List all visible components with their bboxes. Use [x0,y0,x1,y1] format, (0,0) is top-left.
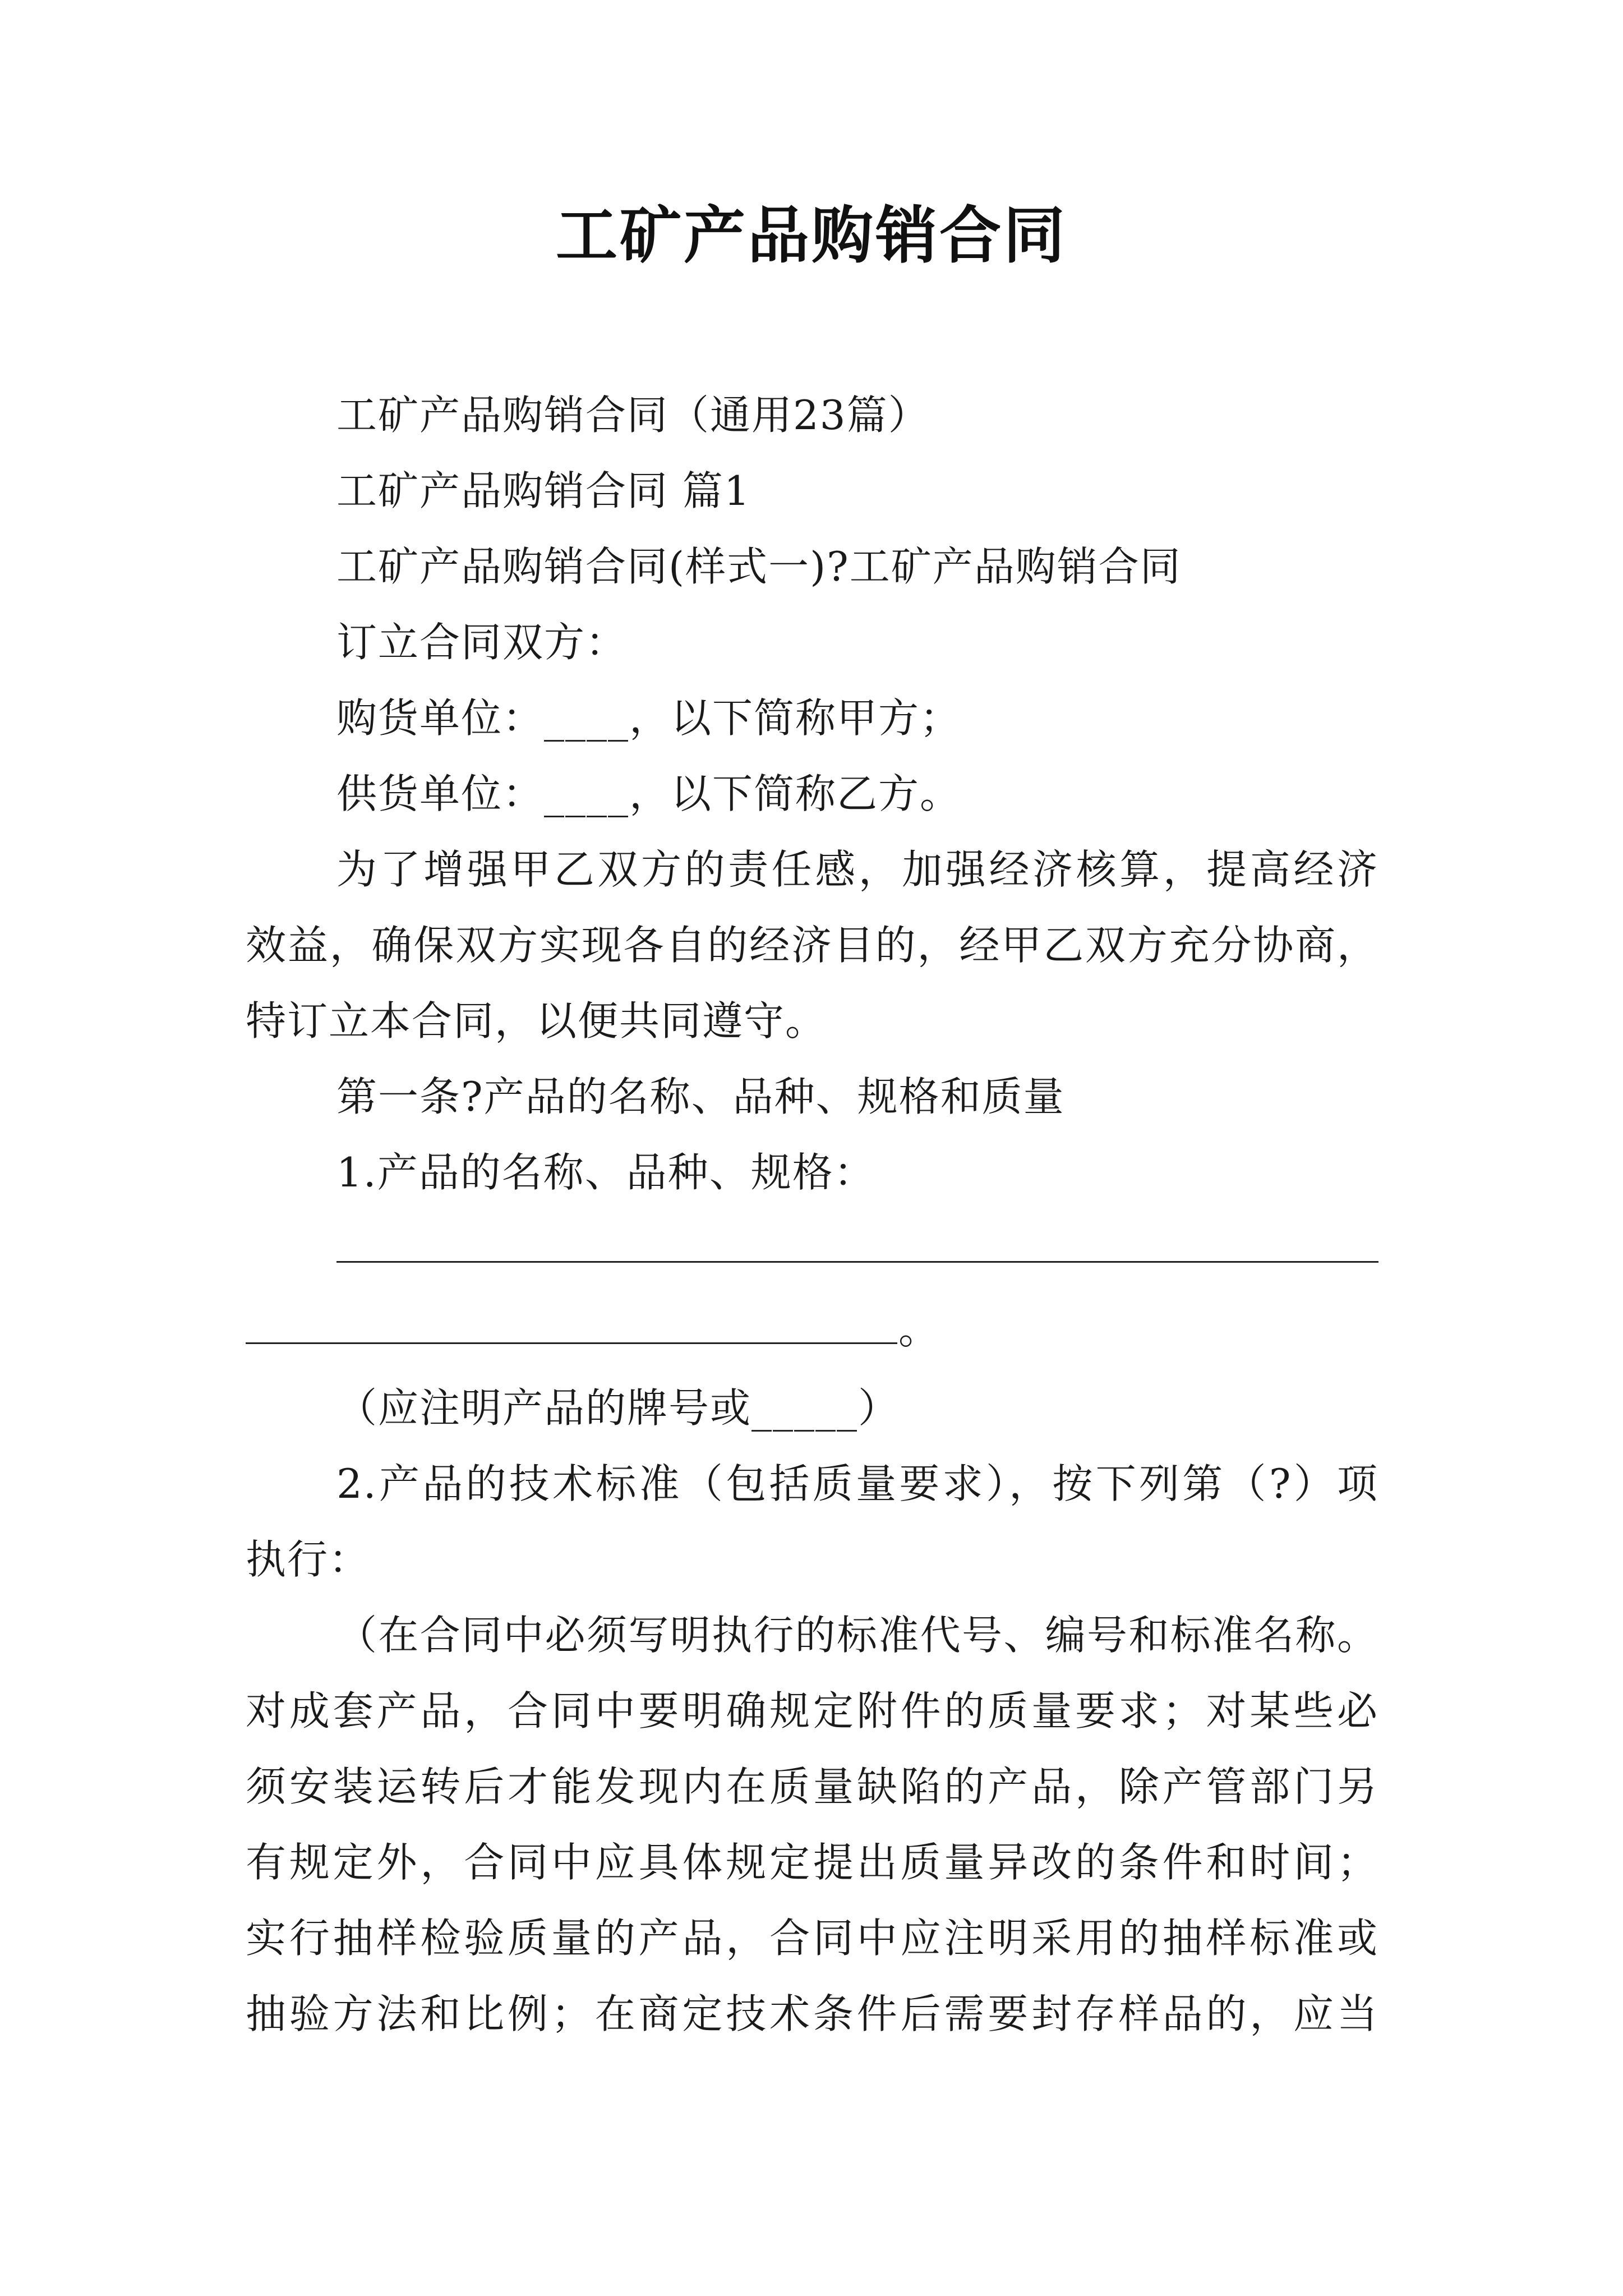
paragraph-line: 1.产品的名称、品种、规格： [336,1149,875,1196]
paragraph-line: 工矿产品购销合同 篇1 [336,467,751,514]
paragraph-line: 效益，确保双方实现各自的经济目的，经甲乙双方充分协商， [246,922,1378,969]
paragraph-line: 特订立本合同，以便共同遵守。 [246,997,827,1045]
paragraph-line: 第一条?产品的名称、品种、规格和质量 [336,1073,1065,1120]
paragraph-line: 工矿产品购销合同（通用23篇） [336,392,930,439]
paragraph-line: 为了增强甲乙双方的责任感，加强经济核算，提高经济 [336,846,1378,893]
paragraph-line: 工矿产品购销合同(样式一)?工矿产品购销合同 [336,543,1182,590]
paragraph-line: 有规定外，合同中应具体规定提出质量异改的条件和时间； [246,1839,1378,1886]
paragraph-line: 订立合同双方： [336,619,628,666]
paragraph-line: 供货单位：____，以下简称乙方。 [336,770,962,817]
paragraph-line: 执行： [246,1536,371,1583]
paragraph-line: 购货单位：____，以下简称甲方； [336,694,962,742]
paragraph-line: （应注明产品的牌号或_____） [336,1384,900,1432]
paragraph-line: 抽验方法和比例；在商定技术条件后需要封存样品的，应当 [246,1990,1378,2037]
paragraph-line: 对成套产品，合同中要明确规定附件的质量要求；对某些必 [246,1687,1378,1734]
blank-fill-line [246,1342,897,1344]
document-title: 工矿产品购销合同 [556,200,1067,272]
paragraph-line: （在合同中必须写明执行的标准代号、编号和标准名称。 [336,1612,1378,1659]
blank-fill-line [336,1261,1378,1263]
paragraph-line: 2.产品的技术标准（包括质量要求），按下列第（?）项 [336,1460,1378,1507]
paragraph-line: 。 [898,1306,940,1353]
paragraph-line: 实行抽样检验质量的产品，合同中应注明采用的抽样标准或 [246,1915,1378,1962]
paragraph-line: 须安装运转后才能发现内在质量缺陷的产品，除产管部门另 [246,1763,1378,1810]
